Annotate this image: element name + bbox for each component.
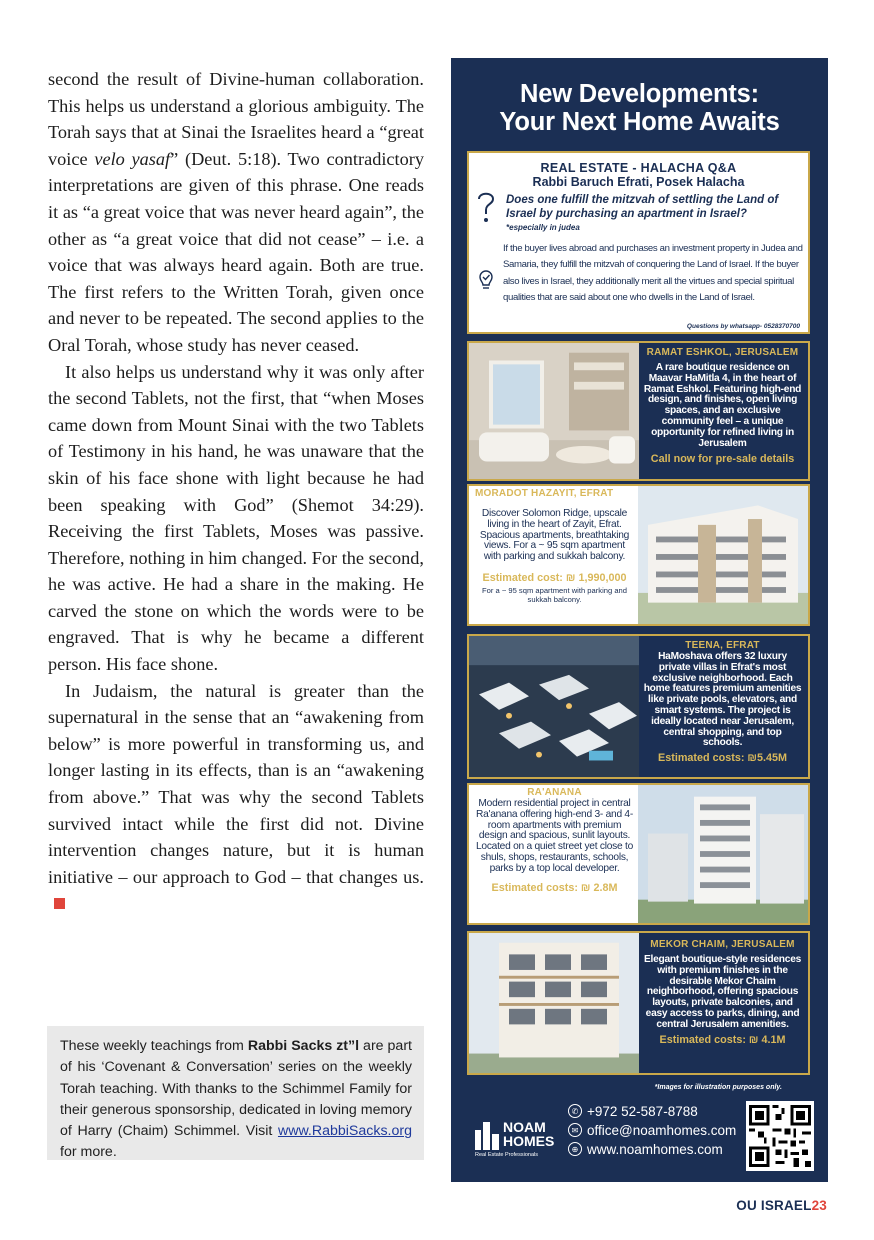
qa-note: *especially in judea <box>506 223 580 232</box>
noam-homes-logo: NOAM HOMES Real Estate Professionals <box>475 1119 555 1158</box>
qa-heading: REAL ESTATE - HALACHA Q&A <box>540 161 737 175</box>
noam-homes-advertisement <box>451 58 828 1182</box>
question-mark-icon <box>475 189 497 225</box>
interior-living-room-image <box>469 343 639 479</box>
phone-icon: ✆ <box>568 1104 582 1118</box>
email-address: office@noamhomes.com <box>587 1122 737 1138</box>
qa-whatsapp-note: Questions by whatsapp- 0528370700 <box>686 323 800 330</box>
website-row[interactable] <box>568 1140 736 1158</box>
email-row[interactable] <box>568 1121 736 1139</box>
listing-1-text: RAMAT ESHKOL, JERUSALEM A rare boutique residence on Maavar HaMitla 4, in the heart of Ramat Eshkol. Featuring high-end design, and finishes, open living spaces, and an exclusive community feel – a unique opportunity for refined living in Jerusalem Call now for pre-sale details <box>643 347 802 466</box>
phone-row[interactable] <box>568 1102 736 1120</box>
globe-icon: ⊕ <box>568 1142 582 1156</box>
boutique-building-image <box>469 933 639 1073</box>
qa-answer: If the buyer lives abroad and purchases an investment property in Judea and Samaria, they fulfill the mitzvah of conquering the Land of Israel. If the buyer also lives in Israel, they additionally merit all the virtues and special spiritual qualities that are said about one who dwells in the Land of Israel. <box>503 243 803 304</box>
article-column <box>48 66 424 917</box>
contact-info <box>568 1102 736 1159</box>
lightbulb-check-icon <box>475 267 497 291</box>
article-paragraph-3: In Judaism, the natural is greater than the supernatural in the sense that an “awakening from below” is more powerful in transforming us, and longer lasting in its effects, than is an “awakening from above.” That was why the second Tablets survived intact while the first did not. Divine intervention changes nature, but it is human initiative – our approach to God – that changes us. <box>48 678 424 917</box>
page-footer <box>736 1198 827 1213</box>
listing-mekor-chaim[interactable] <box>467 931 810 1075</box>
sponsor-text: These weekly teachings from Rabbi Sacks zt”l are part of his ‘Covenant & Conversation’ series on the weekly Torah teaching. With thanks to the Schimmel Family for their generous sponsorship, dedicated in loving memory of Harry (Chaim) Schimmel. Visit www.RabbiSacks.org for more. <box>60 1038 412 1161</box>
listing-3-text: TEENA, EFRAT HaMoshava offers 32 luxury private villas in Efrat's most exclusive neighborhood. Each home features premium amenities like private pools, elevators, and smart systems. The project is ideally located near Jerusalem, central shopping, and top schools. Estimated costs: ₪5.45M <box>643 640 802 765</box>
listing-teena-efrat[interactable] <box>467 634 810 779</box>
listing-4-text: RA'ANANA Modern residential project in central Ra'anana offering high-end 3- and 4-room apartments with premium design and spacious, sunlit layouts. Located on a quiet street yet close to shuls, shops, restaurants, schools, parks by a top local developer. Estimated costs: ₪ 2.8M <box>469 785 640 923</box>
sponsor-box <box>47 1026 424 1160</box>
qr-code[interactable] <box>746 1101 814 1171</box>
buildings-logo-icon <box>475 1120 501 1150</box>
listing-moradot-hazayit[interactable] <box>467 484 810 626</box>
qa-question: Does one fulfill the mitzvah of settling the Land of Israel by purchasing an apartment in Israel? <box>506 194 779 220</box>
page-number: 23 <box>811 1198 827 1213</box>
halacha-qa-box <box>467 151 810 334</box>
listing-5-text: MEKOR CHAIM, JERUSALEM Elegant boutique-style residences with premium finishes in the desirable Mekor Chaim neighborhood, offering spacious layouts, private balconies, and easy access to parks, dining, and central Jerusalem amenities. Estimated costs: ₪ 4.1M <box>643 939 802 1046</box>
phone-number: +972 52-587-8788 <box>587 1103 698 1119</box>
villas-aerial-night-image <box>469 636 639 777</box>
qr-code-pattern <box>749 1104 811 1168</box>
qa-author: Rabbi Baruch Efrati, Posek Halacha <box>532 175 745 189</box>
listing-2-text: MORADOT HAZAYIT, EFRAT Discover Solomon Ridge, upscale living in the heart of Zayit, Efrat. Spacious apartments, breathtaking views. For a ~ 95 sqm apartment with parking and sukkah balcony. Estimated cost: ₪ 1,990,000 For a ~ 95 sqm apartment with parking and sukkah balcony. <box>469 486 640 624</box>
listing-ramat-eshkol[interactable] <box>467 341 810 481</box>
hebrew-phrase: velo yasaf <box>94 148 171 169</box>
website-url: www.noamhomes.com <box>587 1141 723 1157</box>
residential-tower-image <box>638 785 808 923</box>
image-disclaimer: *Images for illustration purposes only. <box>654 1084 782 1091</box>
ad-headline: New Developments: Your Next Home Awaits <box>499 80 780 136</box>
end-of-article-mark <box>54 898 65 909</box>
article-paragraph-2: It also helps us understand why it was only after the second Tablets, not the first, that “when Moses came down from Mount Sinai with the two Tablets of Testimony in his hand, he was unaware that the skin of his face shone with light because he had been speaking with God” (Shemot 34:29). Receiving the first Tablets, Moses was passive. Therefore, nothing in him changed. For the second, he was active. He had a share in the making. He carved the stone on which the words were to be engraved. That is why he became a different person. His face shone. <box>48 361 424 675</box>
magazine-name: OU ISRAEL <box>736 1198 812 1213</box>
email-icon: ✉ <box>568 1123 582 1137</box>
apartment-building-image <box>638 486 808 624</box>
listing-raanana[interactable] <box>467 783 810 925</box>
rabbisacks-link[interactable]: www.RabbiSacks.org <box>277 1123 412 1140</box>
article-paragraph-1: second the result of Divine-human collaboration. This helps us understand a glorious ambiguity. The Torah says that at Sinai the Israelites heard a “great voice velo yasaf” (Deut. 5:18). Two contradictory interpretations are given of this phrase. One reads it as “a great voice that was never heard again”, the other as “a great voice that did not cease” – i.e. a voice that was always heard again. Both are true. The first refers to the Written Torah, given once and never to be repeated. The second applies to the Oral Torah, whose study has never ceased. <box>48 69 424 355</box>
